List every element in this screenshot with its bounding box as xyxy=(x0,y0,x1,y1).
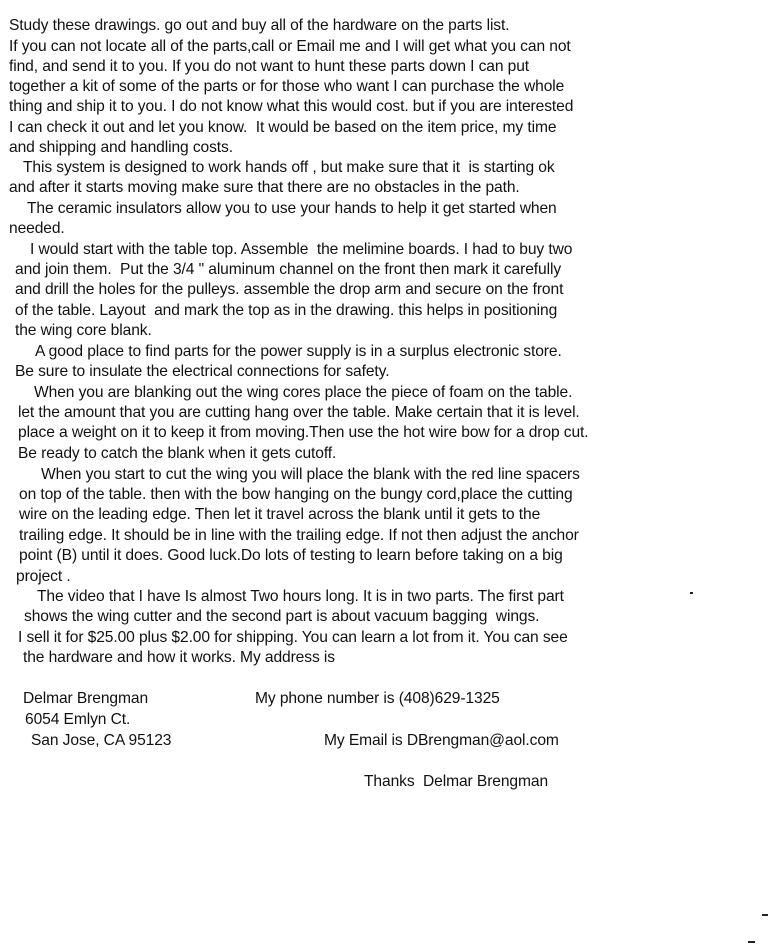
text-line: I would start with the table top. Assemble the melimine boards. I had to buy two xyxy=(30,241,573,258)
text-line: the wing core blank. xyxy=(15,322,152,339)
text-line: I sell it for $25.00 plus $2.00 for shipping. You can learn a lot from it. You can see xyxy=(18,629,568,646)
text-line: When you are blanking out the wing cores place the piece of foam on the table. xyxy=(34,384,573,401)
text-line: and shipping and handling costs. xyxy=(9,139,233,156)
text-line: Be sure to insulate the electrical connections for safety. xyxy=(15,363,390,380)
text-line: Study these drawings. go out and buy all of the hardware on the parts list. xyxy=(9,17,510,34)
text-line: and drill the holes for the pulleys. assemble the drop arm and secure on the front xyxy=(15,281,564,298)
text-line: point (B) until it does. Good luck.Do lots of testing to learn before taking on a big xyxy=(19,547,563,564)
scan-speck xyxy=(762,914,768,916)
text-line: If you can not locate all of the parts,call or Email me and I will get what you can not xyxy=(9,38,571,55)
email-address: My Email is DBrengman@aol.com xyxy=(324,732,559,749)
scan-speck xyxy=(690,592,693,594)
scan-speck xyxy=(748,941,755,943)
text-line: the hardware and how it works. My address is xyxy=(23,649,335,666)
text-line: shows the wing cutter and the second part is about vacuum bagging wings. xyxy=(24,608,540,625)
text-line: A good place to find parts for the power supply is in a surplus electronic store. xyxy=(35,343,562,360)
text-line: of the table. Layout and mark the top as in the drawing. this helps in positioning xyxy=(15,302,558,319)
text-line: and after it starts moving make sure that there are no obstacles in the path. xyxy=(9,179,520,196)
text-line: project . xyxy=(16,568,71,585)
text-line: The video that I have Is almost Two hours long. It is in two parts. The first part xyxy=(37,588,564,605)
text-line: thing and ship it to you. I do not know what this would cost. but if you are interested xyxy=(9,98,574,115)
phone-number: My phone number is (408)629-1325 xyxy=(255,690,500,707)
text-line: When you start to cut the wing you will place the blank with the red line spacers xyxy=(41,466,580,483)
address-city: San Jose, CA 95123 xyxy=(31,732,172,749)
text-line: The ceramic insulators allow you to use your hands to help it get started when xyxy=(27,200,557,217)
text-line: wire on the leading edge. Then let it travel across the blank until it gets to the xyxy=(19,506,541,523)
text-line: find, and send it to you. If you do not want to hunt these parts down I can put xyxy=(9,58,530,75)
address-street: 6054 Emlyn Ct. xyxy=(25,711,131,728)
signoff: Thanks Delmar Brengman xyxy=(364,773,549,790)
text-line: together a kit of some of the parts or for those who want I can purchase the whole xyxy=(9,78,565,95)
text-line: let the amount that you are cutting hang over the table. Make certain that it is level. xyxy=(18,404,580,421)
address-name: Delmar Brengman xyxy=(23,690,149,707)
text-line: I can check it out and let you know. It would be based on the item price, my time xyxy=(9,119,557,136)
text-line: Be ready to catch the blank when it gets cutoff. xyxy=(18,445,337,462)
text-line: on top of the table. then with the bow hanging on the bungy cord,place the cutting xyxy=(19,486,573,503)
text-line: This system is designed to work hands off , but make sure that it is starting ok xyxy=(23,159,555,176)
text-line: and join them. Put the 3/4 " aluminum channel on the front then mark it carefully xyxy=(15,261,562,278)
text-line: trailing edge. It should be in line with the trailing edge. If not then adjust the anchor xyxy=(19,527,579,544)
text-line: needed. xyxy=(9,220,65,237)
text-line: place a weight on it to keep it from moving.Then use the hot wire bow for a drop cut. xyxy=(18,424,589,441)
